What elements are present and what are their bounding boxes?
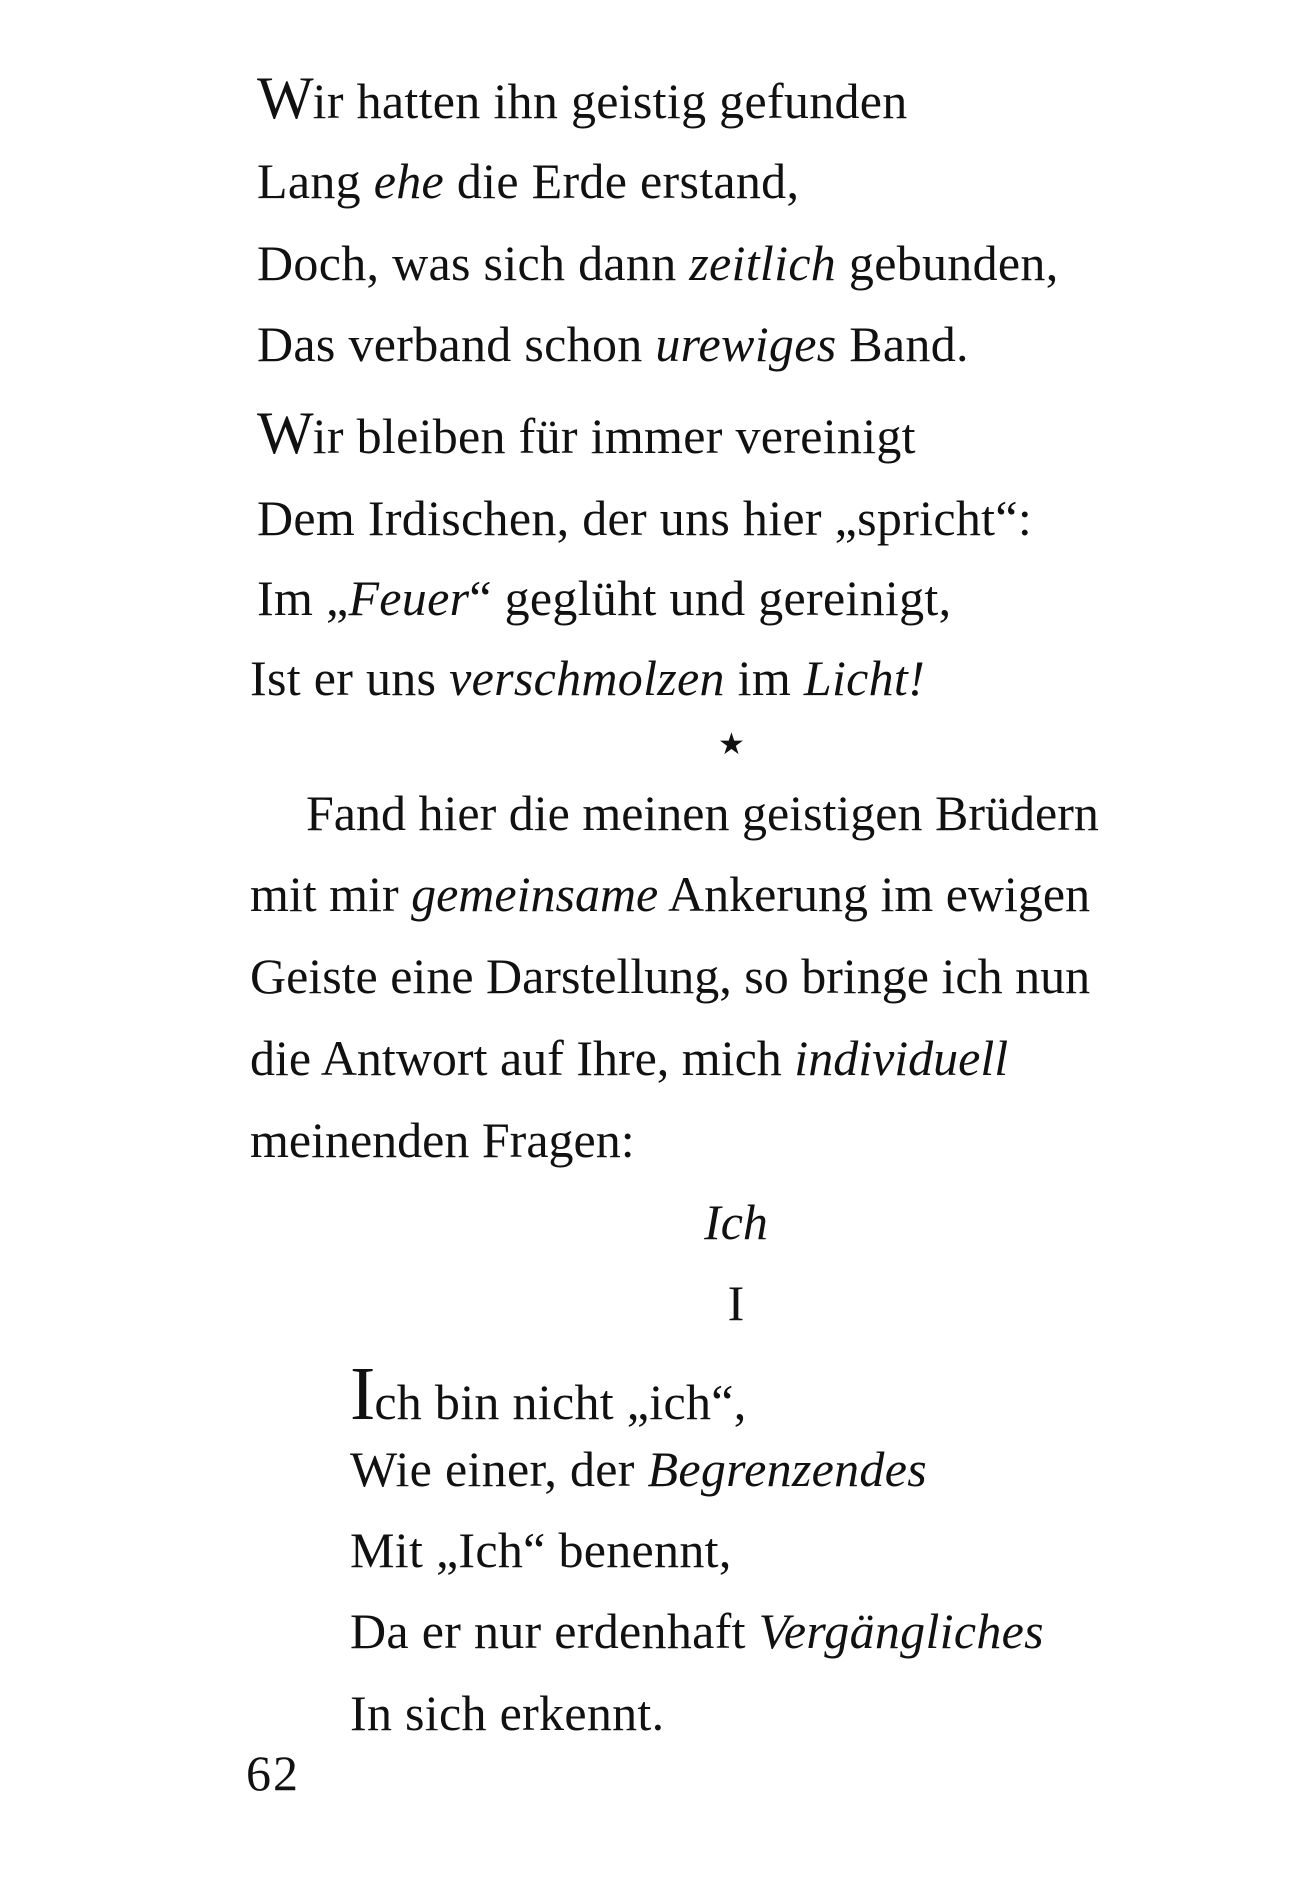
stanza1-line2: Lang ehe die Erde erstand, [257,153,800,209]
stanza3-line5: In sich erkennt. [350,1685,665,1741]
prose-line1: Fand hier die meinen geistigen Brüdern [306,785,1099,841]
section-numeral: I [727,1275,745,1331]
stanza3-initial: I [350,1352,375,1436]
stanza3-line1: Ich bin nicht „ich“, [350,1352,747,1436]
stanza1-line1: Wir hatten ihn geistig gefunden [257,65,908,131]
prose-line3: Geiste eine Darstellung, so bringe ich nun [250,948,1091,1004]
page-number: 62 [246,1745,300,1801]
star-separator: ★ [718,728,745,761]
prose-line2: mit mir gemeinsame Ankerung im ewigen [250,866,1091,922]
stanza3-line2: Wie einer, der Begrenzendes [350,1441,927,1497]
stanza2-line2: Dem Irdischen, der uns hier „spricht“: [257,490,1033,546]
section-title: Ich [704,1194,768,1250]
stanza2-line3: Im „Feuer“ geglüht und gereinigt, [257,570,952,626]
stanza2-line4: Ist er uns verschmolzen im Licht! [250,650,926,706]
stanza2-initial: W [257,400,313,466]
stanza3-line3: Mit „Ich“ benennt, [350,1522,732,1578]
prose-line4: die Antwort auf Ihre, mich individuell [250,1030,1009,1086]
stanza1-line3: Doch, was sich dann zeitlich gebunden, [257,235,1059,291]
stanza1-initial: W [257,65,313,131]
stanza3-line4: Da er nur erdenhaft Vergängliches [350,1603,1044,1659]
stanza1-line4: Das verband schon urewiges Band. [257,316,969,372]
stanza2-line1: Wir bleiben für immer vereinigt [257,400,916,466]
prose-line5: meinenden Fragen: [250,1112,635,1168]
